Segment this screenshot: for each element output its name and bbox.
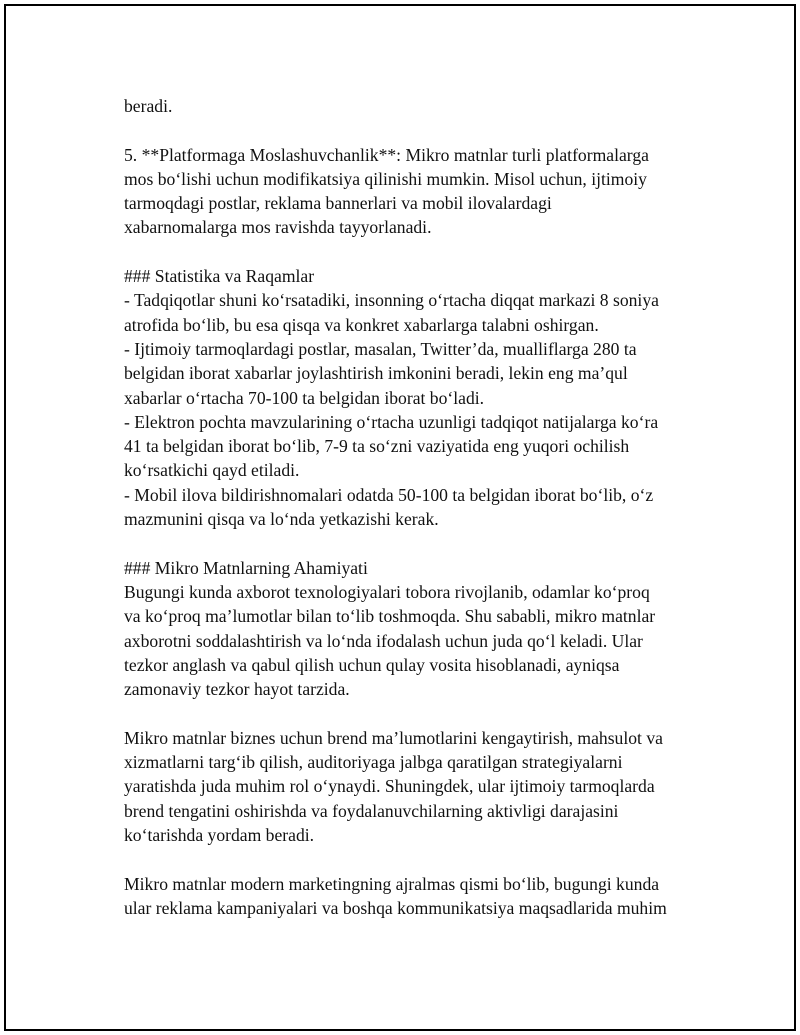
- text-line: atrofida bo‘lib, bu esa qisqa va konkret xabarlarga talabni oshirgan.: [124, 314, 599, 335]
- paragraph-line: ular reklama kampaniyalari va boshqa kommunikatsiya maqsadlarida muhim: [124, 897, 667, 918]
- paragraph-line: yaratishda juda muhim rol o‘ynaydi. Shuningdek, ular ijtimoiy tarmoqlarda: [124, 776, 655, 797]
- text-line: ko‘rsatkichi qayd etiladi.: [124, 460, 300, 481]
- blank-line: [124, 701, 704, 725]
- text-line: xabarnomalarga mos ravishda tayyorlanadi.: [124, 217, 432, 238]
- paragraph-line: ko‘tarishda yordam beradi.: [124, 824, 315, 845]
- list-item-platform-adaptability: 5. **Platformaga Moslashuvchanlik**: Mikro matnlar turli platformalarga: [124, 144, 649, 165]
- paragraph-line: tezkor anglash va qabul qilish uchun qulay vosita hisoblanadi, ayniqsa: [124, 654, 620, 675]
- blank-line: [124, 240, 704, 264]
- blank-line: [124, 531, 704, 555]
- text-line: 41 ta belgidan iborat bo‘lib, 7-9 ta so‘zni vaziyatida eng yuqori ochilish: [124, 436, 630, 457]
- bullet-item: - Mobil ilova bildirishnomalari odatda 50-100 ta belgidan iborat bo‘lib, o‘z: [124, 484, 654, 505]
- bullet-item: - Ijtimoiy tarmoqlardagi postlar, masalan, Twitter’da, mualliflarga 280 ta: [124, 338, 637, 359]
- document-body: [124, 94, 704, 920]
- bullet-item: - Tadqiqotlar shuni ko‘rsatadiki, insonning o‘rtacha diqqat markazi 8 soniya: [124, 290, 659, 311]
- paragraph-line: Mikro matnlar biznes uchun brend ma’lumotlarini kengaytirish, mahsulot va: [124, 727, 663, 748]
- text-line: belgidan iborat xabarlar joylashtirish imkonini beradi, lekin eng ma’qul: [124, 363, 628, 384]
- paragraph-line: va ko‘proq ma’lumotlar bilan to‘lib toshmoqda. Shu sababli, mikro matnlar: [124, 606, 656, 627]
- text-line: mos bo‘lishi uchun modifikatsiya qilinishi mumkin. Misol uchun, ijtimoiy: [124, 168, 647, 189]
- page-frame: [4, 4, 796, 1031]
- section-heading-importance: ### Mikro Matnlarning Ahamiyati: [124, 557, 368, 578]
- text-line: beradi.: [124, 96, 173, 116]
- text-line: mazmunini qisqa va lo‘nda yetkazishi kerak.: [124, 509, 439, 530]
- paragraph-line: Bugungi kunda axborot texnologiyalari tobora rivojlanib, odamlar ko‘proq: [124, 581, 650, 602]
- blank-line: [124, 118, 704, 142]
- section-heading-statistics: ### Statistika va Raqamlar: [124, 266, 315, 287]
- bullet-item: - Elektron pochta mavzularining o‘rtacha uzunligi tadqiqot natijalarga ko‘ra: [124, 411, 659, 432]
- blank-line: [124, 847, 704, 871]
- paragraph-line: zamonaviy tezkor hayot tarzida.: [124, 679, 350, 700]
- paragraph-line: Mikro matnlar modern marketingning ajralmas qismi bo‘lib, bugungi kunda: [124, 873, 660, 894]
- paragraph-line: axborotni soddalashtirish va lo‘nda ifodalash uchun juda qo‘l keladi. Ular: [124, 630, 643, 651]
- paragraph-line: brend tengatini oshirishda va foydalanuvchilarning aktivligi darajasini: [124, 800, 619, 821]
- text-line: tarmoqdagi postlar, reklama bannerlari va mobil ilovalardagi: [124, 193, 552, 214]
- text-line: xabarlar o‘rtacha 70-100 ta belgidan iborat bo‘ladi.: [124, 387, 485, 408]
- paragraph-line: xizmatlarni targ‘ib qilish, auditoriyaga jalbga qaratilgan strategiyalarni: [124, 752, 623, 773]
